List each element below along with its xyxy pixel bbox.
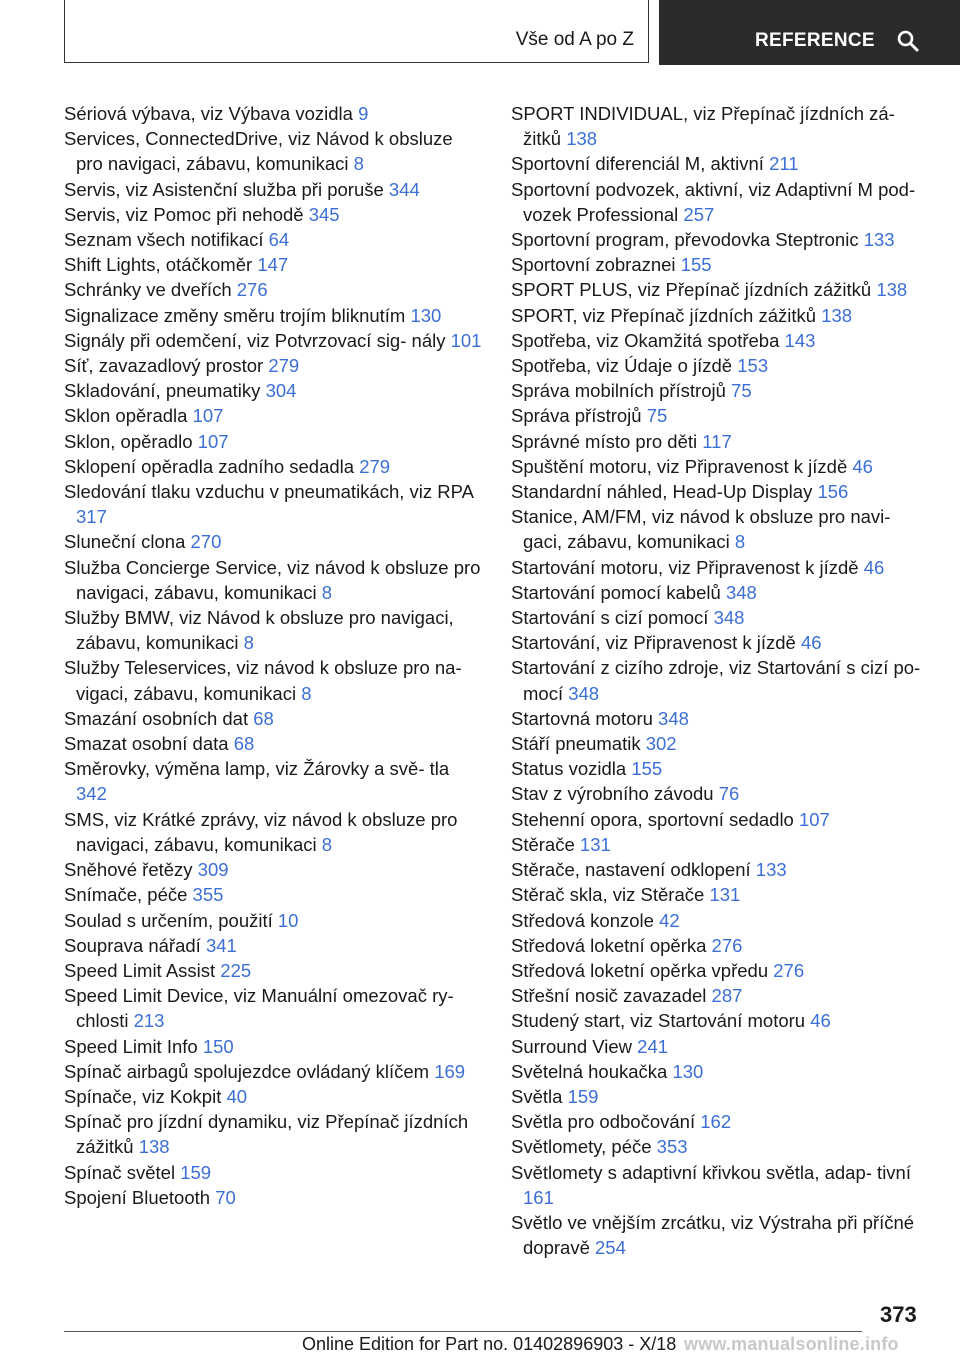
index-entry	[511, 807, 931, 832]
index-entry-text: Servis, viz Pomoc při nehodě	[64, 203, 304, 225]
page-reference-link[interactable]: 159	[567, 1085, 599, 1107]
index-entry	[511, 908, 931, 933]
index-entry-text: Skladování, pneumatiky	[64, 380, 261, 402]
index-entry	[64, 303, 484, 328]
index-entry	[511, 403, 931, 428]
index-entry-text: Signalizace změny směru trojím bliknutím	[64, 304, 406, 326]
index-entry-text: Spuštění motoru, viz Připravenost k jízdě	[511, 455, 848, 477]
page-reference-link[interactable]: 8	[353, 153, 364, 175]
index-entry-text: Světelná houkačka	[511, 1060, 668, 1082]
index-entry	[64, 101, 484, 126]
page-reference-link[interactable]: 131	[579, 833, 611, 855]
page-reference-link[interactable]: 133	[755, 859, 787, 881]
index-entry	[64, 378, 484, 403]
index-entry-text: Správné místo pro děti	[511, 430, 698, 452]
index-entry-text: Startování pomocí kabelů	[511, 581, 721, 603]
index-column-right	[511, 101, 931, 1260]
index-entry	[64, 882, 484, 907]
index-entry-text: Startování, viz Připravenost k jízdě	[511, 632, 796, 654]
index-entry-text: Seznam všech notifikací	[64, 229, 264, 251]
watermark: www.manualsonline.info	[684, 1334, 899, 1354]
index-entry	[64, 328, 484, 353]
footer-divider	[64, 1331, 862, 1332]
page-reference-link[interactable]: 211	[769, 153, 799, 175]
page-reference-link[interactable]: 70	[215, 1186, 236, 1208]
page-reference-link[interactable]: 46	[852, 455, 873, 477]
page-reference-link[interactable]: 353	[656, 1136, 688, 1158]
page-reference-link[interactable]: 279	[359, 455, 391, 477]
index-entry-text: Startovná motoru	[511, 707, 653, 729]
index-entry-text: Startování motoru, viz Připravenost k jízdě	[511, 556, 859, 578]
index-entry-text: Sněhové řetězy	[64, 859, 193, 881]
index-entry-text: Snímače, péče	[64, 884, 188, 906]
index-entry-text: Spojení Bluetooth	[64, 1186, 211, 1208]
page-number: 373	[880, 1302, 917, 1327]
page-reference-link[interactable]: 355	[192, 884, 224, 906]
index-entry-text: Spotřeba, viz Údaje o jízdě	[511, 355, 733, 377]
page-reference-link[interactable]: 304	[265, 380, 297, 402]
index-entry-text: Světla pro odbočování	[511, 1111, 696, 1133]
index-entry-text: Sklon opěradla	[64, 405, 188, 427]
page-reference-link[interactable]: 138	[821, 304, 853, 326]
page-reference-link[interactable]: 143	[784, 329, 816, 351]
index-entry	[64, 655, 484, 705]
index-entry-text: Správa přístrojů	[511, 405, 642, 427]
index-entry	[511, 958, 931, 983]
index-entry	[64, 1160, 484, 1185]
index-entry-text: Speed Limit Info	[64, 1035, 198, 1057]
index-entry	[64, 756, 484, 806]
index-entry-text: Sportovní podvozek, aktivní, viz Adaptivní M pod- vozek Professional	[511, 178, 916, 225]
index-entry	[511, 378, 931, 403]
index-entry	[511, 1084, 931, 1109]
index-entry-text: Sklopení opěradla zadního sedadla	[64, 455, 355, 477]
index-entry	[511, 177, 931, 227]
page-reference-link[interactable]: 46	[863, 556, 885, 578]
index-entry	[64, 353, 484, 378]
page-reference-link[interactable]: 8	[734, 531, 746, 553]
index-entry-text: Stěrače	[511, 833, 575, 855]
page-reference-link[interactable]: 150	[202, 1035, 234, 1057]
index-entry	[64, 202, 484, 227]
page-reference-link[interactable]: 302	[645, 733, 677, 755]
page-reference-link[interactable]: 317	[76, 506, 107, 528]
index-entry	[511, 227, 931, 252]
page-reference-link[interactable]: 131	[709, 884, 741, 906]
page-reference-link[interactable]: 348	[713, 607, 745, 629]
index-entry	[64, 429, 484, 454]
page-reference-link[interactable]: 348	[568, 682, 600, 704]
search-icon	[896, 29, 920, 53]
index-entry	[511, 1210, 931, 1260]
page-reference-link[interactable]: 341	[205, 934, 237, 956]
index-entry-text: Sklon, opěradlo	[64, 430, 193, 452]
index-entry-text: Signály při odemčení, viz Potvrzovací sig- nály	[64, 329, 446, 351]
page-reference-link[interactable]: 138	[876, 279, 908, 301]
index-entry	[64, 1109, 484, 1159]
index-entry-text: Smazat osobní data	[64, 733, 229, 755]
page-reference-link[interactable]: 287	[711, 985, 743, 1007]
page-reference-link[interactable]: 101	[450, 329, 482, 351]
index-entry	[511, 832, 931, 857]
index-entry	[64, 933, 484, 958]
page-reference-link[interactable]: 138	[138, 1136, 170, 1158]
page-reference-link[interactable]: 8	[243, 632, 254, 654]
index-entry	[64, 126, 484, 176]
index-entry-text: Sériová výbava, viz Výbava vozidla	[64, 103, 353, 124]
index-entry	[64, 1059, 484, 1084]
index-entry	[511, 454, 931, 479]
index-entry-text: SPORT INDIVIDUAL, viz Přepínač jízdních zá- žitků	[511, 103, 895, 150]
page-reference-link[interactable]: 9	[358, 103, 369, 124]
index-entry-text: Stěrače, nastavení odklopení	[511, 859, 751, 881]
reference-label: REFERENCE	[755, 30, 875, 51]
index-entry	[511, 781, 931, 806]
page-reference-link[interactable]: 75	[731, 380, 752, 402]
index-entry-text: Světlo ve vnějším zrcátku, viz Výstraha při příčné dopravě	[511, 1211, 915, 1259]
index-entry-text: Služby BMW, viz Návod k obsluze pro navigaci, zábavu, komunikaci	[64, 607, 454, 654]
index-entry	[64, 177, 484, 202]
index-entry-text: Sportovní program, převodovka Steptronic	[511, 229, 859, 251]
page-reference-link[interactable]: 10	[277, 909, 299, 931]
index-entry	[64, 227, 484, 252]
index-entry	[64, 605, 484, 655]
index-entry	[511, 1034, 931, 1059]
index-entry-text: Stěrač skla, viz Stěrače	[511, 884, 705, 906]
index-entry-text: Smazání osobních dat	[64, 707, 249, 729]
page-reference-link[interactable]: 155	[631, 758, 663, 780]
index-entry-text: Souprava nářadí	[64, 934, 201, 956]
page-reference-link[interactable]: 342	[76, 783, 107, 805]
index-entry-text: SPORT PLUS, viz Přepínač jízdních zážitků	[511, 279, 872, 301]
page-reference-link[interactable]: 257	[683, 203, 715, 225]
index-entry	[511, 983, 931, 1008]
index-entry	[64, 555, 484, 605]
index-entry	[64, 706, 484, 731]
page-reference-link[interactable]: 138	[566, 128, 598, 150]
index-entry	[64, 983, 484, 1033]
index-entry	[511, 479, 931, 504]
index-entry	[511, 655, 931, 705]
index-entry	[511, 328, 931, 353]
page-reference-link[interactable]: 161	[523, 1186, 554, 1208]
page-reference-link[interactable]: 8	[321, 581, 333, 603]
index-entry	[511, 303, 931, 328]
page-reference-link[interactable]: 153	[737, 355, 769, 377]
index-entry	[511, 252, 931, 277]
index-entry	[511, 1059, 931, 1084]
index-entry-text: Služba Concierge Service, viz návod k obsluze pro navigaci, zábavu, komunikaci	[64, 556, 481, 603]
index-entry	[64, 277, 484, 302]
index-entry-text: Status vozidla	[511, 758, 627, 780]
index-entry-text: Směrovky, výměna lamp, viz Žárovky a svě- tla	[64, 758, 450, 780]
page-reference-link[interactable]: 64	[268, 229, 290, 251]
page-reference-link[interactable]: 254	[595, 1237, 626, 1259]
index-entry-text: Středová konzole	[511, 909, 654, 931]
index-entry	[511, 353, 931, 378]
page-reference-link[interactable]: 156	[817, 481, 849, 503]
index-entry	[64, 1034, 484, 1059]
index-entry	[511, 580, 931, 605]
index-entry	[511, 429, 931, 454]
index-entry-text: Světlomety s adaptivní křivkou světla, adap- tivní	[511, 1161, 911, 1183]
index-entry-text: Standardní náhled, Head-Up Display	[511, 481, 813, 503]
page-reference-link[interactable]: 130	[672, 1060, 704, 1082]
page-reference-link[interactable]: 276	[236, 279, 268, 301]
page-reference-link[interactable]: 147	[257, 254, 289, 276]
index-entry-text: Středová loketní opěrka	[511, 934, 707, 956]
index-entry	[511, 1134, 931, 1159]
index-entry-text: Studený start, viz Startování motoru	[511, 1010, 806, 1032]
index-entry	[511, 882, 931, 907]
page-reference-link[interactable]: 169	[434, 1060, 466, 1082]
edition-text: Online Edition for Part no. 01402896903 - X/18	[302, 1334, 677, 1354]
section-title: Vše od A po Z	[515, 29, 634, 50]
page-reference-link[interactable]: 107	[192, 405, 224, 427]
index-entry	[64, 807, 484, 857]
index-entry-text: Středová loketní opěrka vpředu	[511, 959, 769, 981]
page-reference-link[interactable]: 241	[637, 1035, 669, 1057]
index-entry-text: Startování s cizí pomocí	[511, 607, 709, 629]
index-entry	[64, 1185, 484, 1210]
index-entry-text: SMS, viz Krátké zprávy, viz návod k obsluze pro navigaci, zábavu, komunikaci	[64, 808, 458, 855]
index-entry	[64, 908, 484, 933]
index-entry-text: Stanice, AM/FM, viz návod k obsluze pro navi- gaci, zábavu, komunikaci	[511, 506, 891, 553]
page-reference-link[interactable]: 46	[810, 1010, 831, 1032]
page-reference-link[interactable]: 348	[725, 581, 757, 603]
header-section-box	[64, 0, 649, 63]
index-entry	[511, 630, 931, 655]
index-entry	[64, 1084, 484, 1109]
page-reference-link[interactable]: 344	[388, 178, 420, 200]
page-reference-link[interactable]: 76	[718, 783, 740, 805]
reference-tab[interactable]	[659, 0, 960, 65]
index-entry	[511, 756, 931, 781]
page-reference-link[interactable]: 68	[233, 733, 255, 755]
page-reference-link[interactable]: 348	[658, 707, 689, 729]
page-reference-link[interactable]: 213	[133, 1010, 165, 1032]
page-reference-link[interactable]: 40	[226, 1085, 248, 1107]
index-entry-text: SPORT, viz Přepínač jízdních zážitků	[511, 304, 817, 326]
page-reference-link[interactable]: 276	[711, 934, 743, 956]
index-entry-text: Soulad s určením, použití	[64, 909, 273, 931]
index-entry	[511, 857, 931, 882]
page-reference-link[interactable]: 225	[220, 959, 252, 981]
page-reference-link[interactable]: 345	[308, 203, 340, 225]
index-entry	[64, 479, 484, 529]
index-entry-text: Speed Limit Device, viz Manuální omezovač ry- chlosti	[64, 985, 454, 1032]
index-entry	[511, 555, 931, 580]
index-entry-text: Sledování tlaku vzduchu v pneumatikách, viz RPA	[64, 481, 473, 503]
page-reference-link[interactable]: 159	[180, 1161, 212, 1183]
index-entry-text: Sluneční clona	[64, 531, 186, 553]
page-reference-link[interactable]: 107	[197, 430, 229, 452]
page-reference-link[interactable]: 42	[659, 909, 680, 931]
index-entry-text: Spínač airbagů spolujezdce ovládaný klíčem	[64, 1060, 430, 1082]
index-entry	[64, 958, 484, 983]
index-entry-text: Speed Limit Assist	[64, 959, 216, 981]
index-entry	[511, 731, 931, 756]
index-entry-text: Shift Lights, otáčkoměr	[64, 254, 253, 276]
index-entry-text: Spínače, viz Kokpit	[64, 1085, 222, 1107]
index-entry-text: Spotřeba, viz Okamžitá spotřeba	[511, 329, 780, 351]
page-reference-link[interactable]: 276	[773, 959, 805, 981]
page-reference-link[interactable]: 46	[800, 632, 822, 654]
page-reference-link[interactable]: 162	[700, 1111, 732, 1133]
page-reference-link[interactable]: 270	[190, 531, 222, 553]
index-entry-text: Stehenní opora, sportovní sedadlo	[511, 808, 794, 830]
page-reference-link[interactable]: 68	[253, 707, 274, 729]
page-reference-link[interactable]: 107	[798, 808, 830, 830]
page-reference-link[interactable]: 117	[702, 430, 732, 452]
index-entry-text: Služby Teleservices, viz návod k obsluze pro na- vigaci, zábavu, komunikaci	[64, 657, 462, 704]
index-entry	[64, 454, 484, 479]
index-entry-text: Schránky ve dveřích	[64, 279, 232, 301]
page-reference-link[interactable]: 155	[680, 254, 712, 276]
index-entry-text: Správa mobilních přístrojů	[511, 380, 726, 402]
index-entry-text: Surround View	[511, 1035, 633, 1057]
index-entry	[511, 1160, 931, 1210]
index-entry-text: Startování z cizího zdroje, viz Startování s cizí po- mocí	[511, 657, 921, 704]
index-entry	[511, 504, 931, 554]
index-entry	[511, 706, 931, 731]
page-reference-link[interactable]: 133	[863, 229, 895, 251]
index-entry-text: Spínač pro jízdní dynamiku, viz Přepínač jízdních zážitků	[64, 1111, 469, 1158]
index-entry	[511, 1008, 931, 1033]
index-entry	[511, 1109, 931, 1134]
index-entry	[511, 605, 931, 630]
index-entry-text: Stáří pneumatik	[511, 733, 641, 755]
index-entry-text: Spínač světel	[64, 1161, 176, 1183]
index-entry-text: Střešní nosič zavazadel	[511, 985, 707, 1007]
index-column-left	[64, 101, 484, 1210]
index-entry	[64, 529, 484, 554]
index-entry-text: Servis, viz Asistenční služba při poruše	[64, 178, 384, 200]
index-entry	[64, 731, 484, 756]
index-entry	[64, 252, 484, 277]
index-entry-text: Světlomety, péče	[511, 1136, 652, 1158]
page-reference-link[interactable]: 8	[321, 833, 333, 855]
index-entry-text: Stav z výrobního závodu	[511, 783, 714, 805]
page-reference-link[interactable]: 8	[301, 682, 312, 704]
index-entry-text: Síť, zavazadlový prostor	[64, 355, 264, 377]
index-entry-text: Sportovní diferenciál M, aktivní	[511, 153, 764, 175]
index-entry	[511, 101, 931, 151]
page-reference-link[interactable]: 279	[268, 355, 300, 377]
index-entry	[511, 933, 931, 958]
index-entry	[511, 277, 931, 302]
index-entry-text: Sportovní zobraznei	[511, 254, 676, 276]
index-entry	[64, 403, 484, 428]
page-reference-link[interactable]: 130	[410, 304, 442, 326]
index-entry-text: Světla	[511, 1085, 563, 1107]
index-entry	[511, 151, 931, 176]
index-entry	[64, 857, 484, 882]
page-reference-link[interactable]: 75	[646, 405, 668, 427]
page-reference-link[interactable]: 309	[197, 859, 229, 881]
index-entry-text: Services, ConnectedDrive, viz Návod k obsluze pro navigaci, zábavu, komunikaci	[64, 128, 453, 175]
